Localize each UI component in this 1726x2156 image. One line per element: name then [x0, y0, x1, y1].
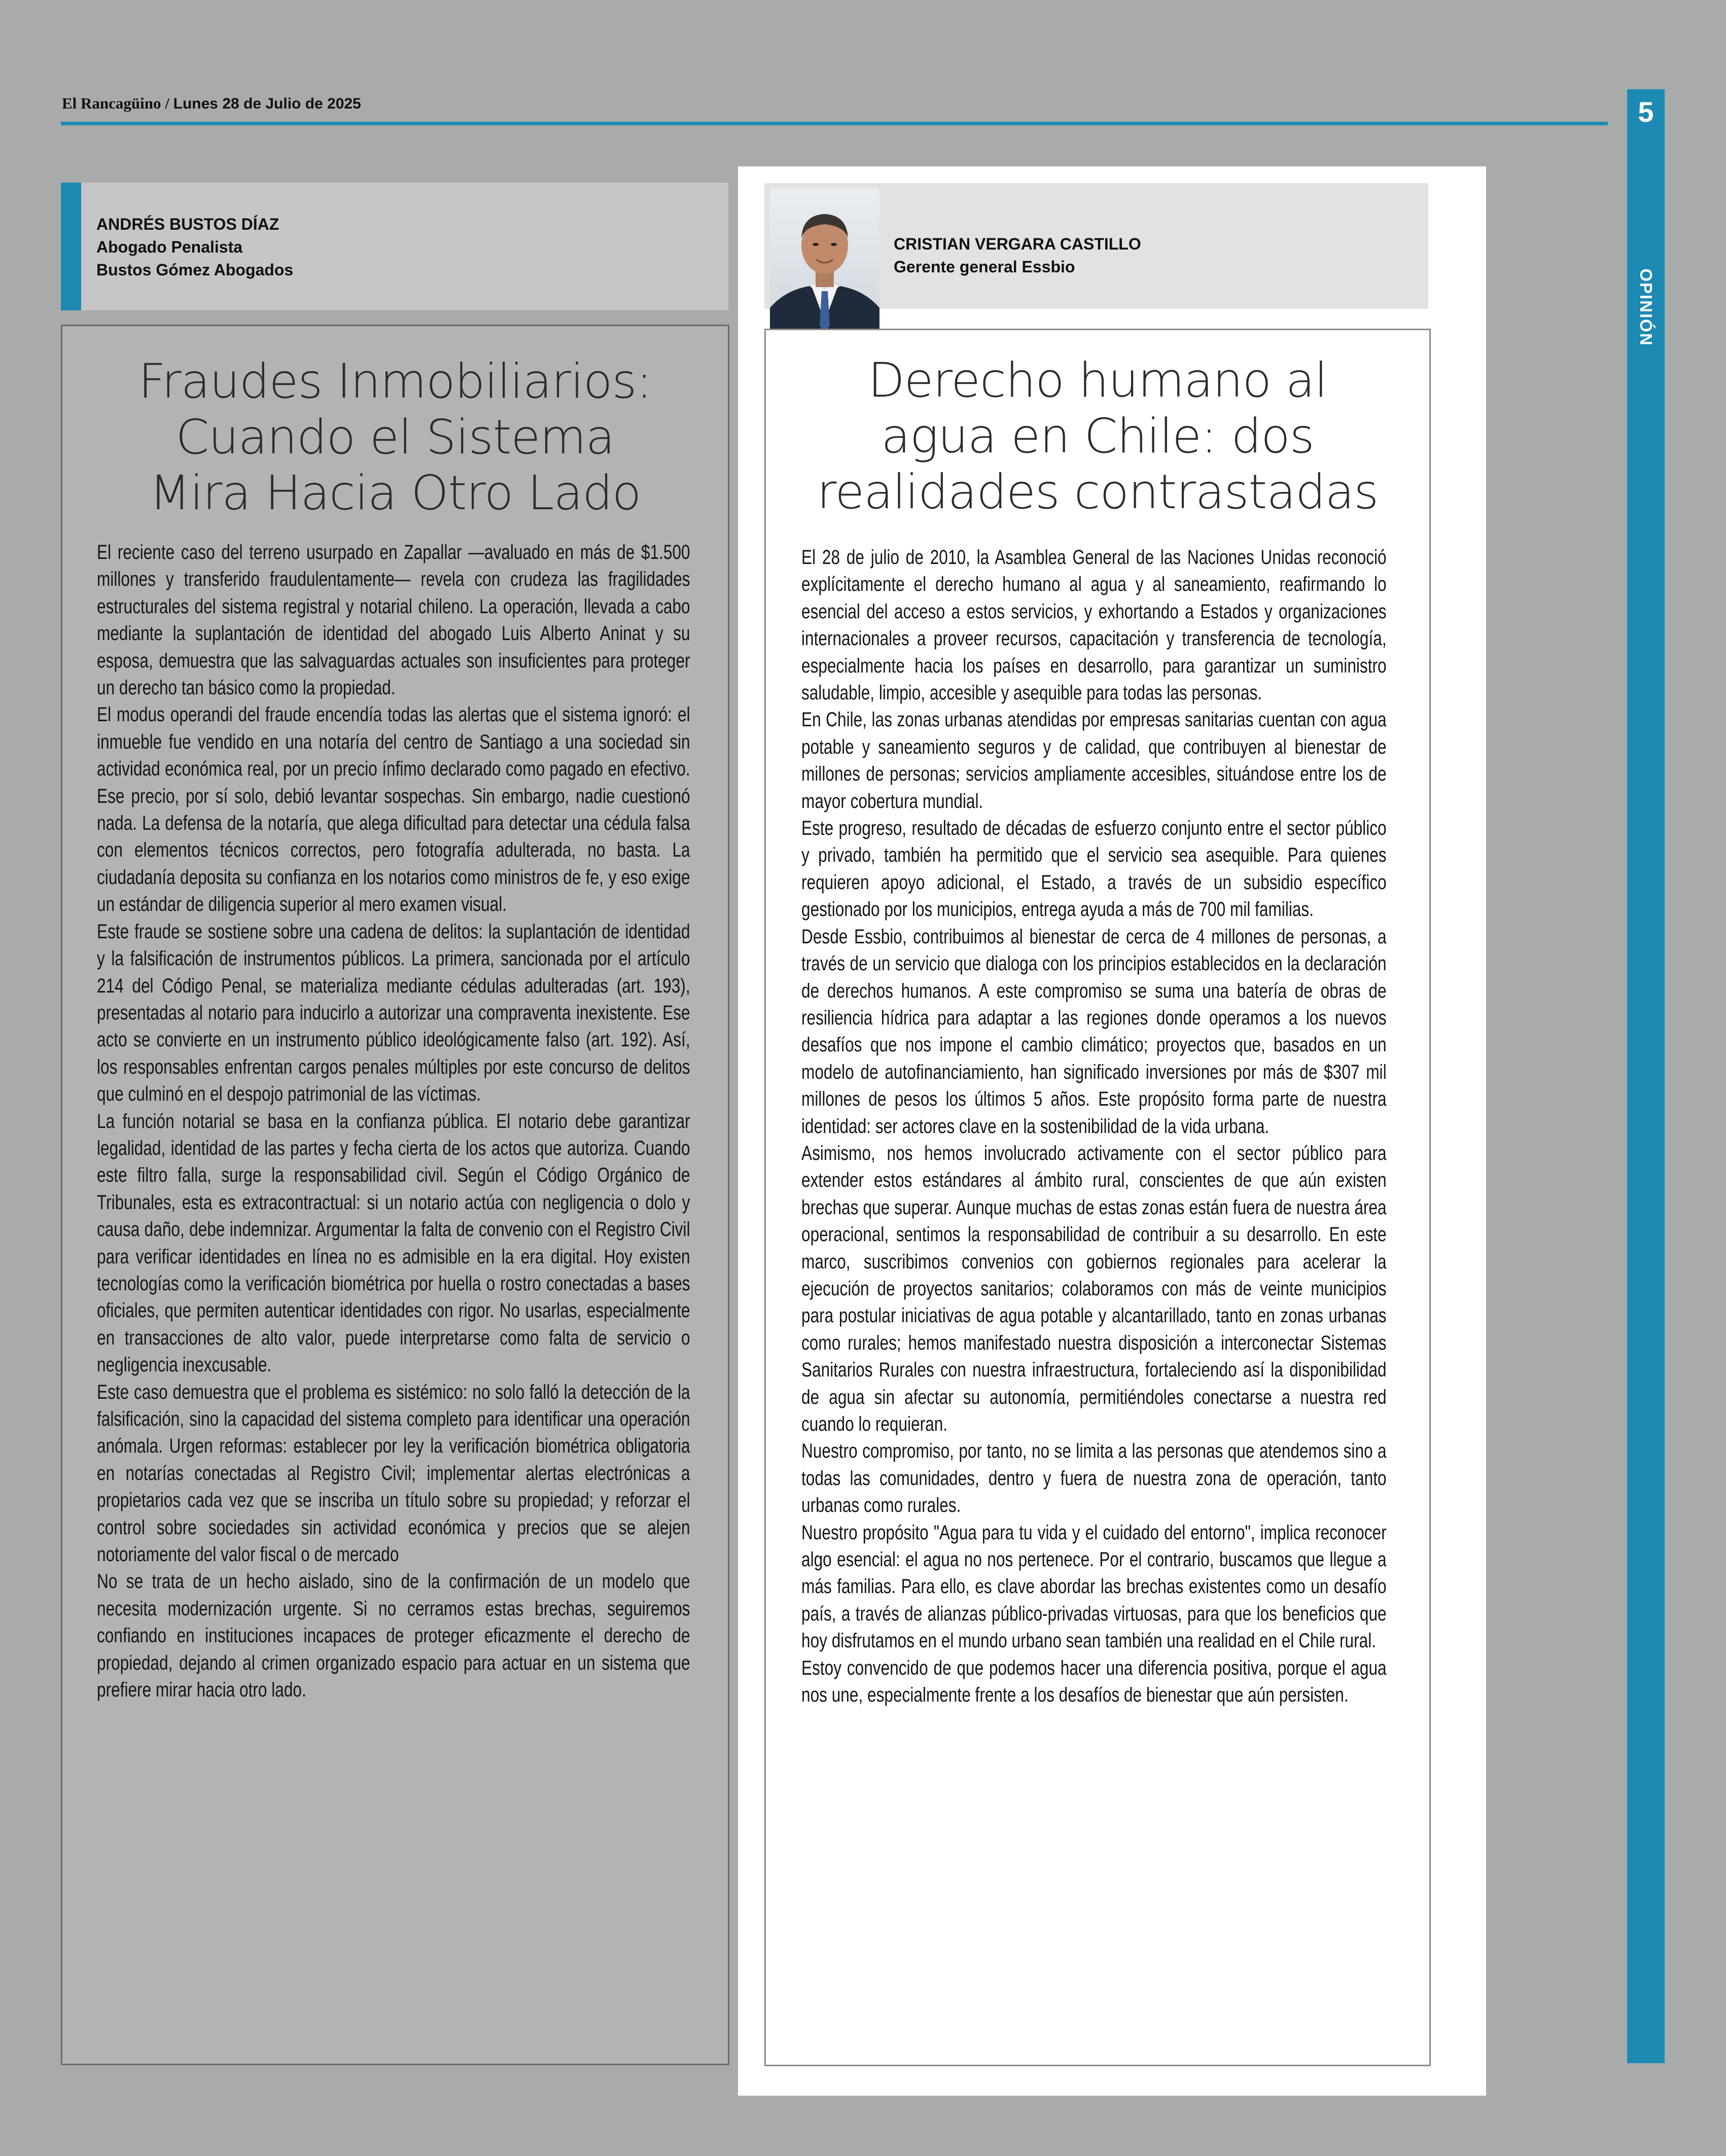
section-tab	[1627, 89, 1665, 2063]
paragraph: Este progreso, resultado de décadas de esfuerzo conjunto entre el sector público y privado, también ha permitido que el servicio sea asequible. Para quienes requieren apoyo adicional, el Estado, a través de un subsidio específico gestionado por los municipios, entrega ayuda a más de 700 mil familias.	[801, 817, 1387, 921]
paragraph: Asimismo, nos hemos involucrado activamente con el sector público para extender estos estándares al ámbito rural, conscientes de que aún existen brechas que superar. Aunque muchas de estas zonas están fuera de nuestra área operacional, sentimos la responsabilidad de contribuir a su desarrollo. En este marco, suscribimos convenios con gobiernos regionales para acelerar la ejecución de proyectos sanitarios; colaboramos con más de veinte municipios para postular iniciativas de agua potable y alcantarillado, tanto en zonas urbanas como rurales; hemos manifestado nuestra disposición a interconectar Sistemas Sanitarios Rurales con nuestra infraestructura, fortaleciendo así la disponibilidad de agua sin afectar su autonomía, permitiéndoles conectarse a nuestra red cuando lo requieran.	[801, 1142, 1387, 1435]
paragraph: En Chile, las zonas urbanas atendidas por empresas sanitarias cuentan con agua potable y saneamiento seguros y de calidad, que contribuyen al bienestar de millones de personas; servicios ampliamente accesibles, situándose entre los de mayor cobertura mundial.	[801, 709, 1387, 812]
publication-name: El Rancagüino /	[62, 94, 169, 112]
masthead	[62, 94, 361, 113]
right-headline-line: agua en Chile: dos	[881, 409, 1314, 464]
paragraph: Nuestro propósito "Agua para tu vida y el cuidado del entorno", implica reconocer algo esencial: el agua no nos pertenece. Por el contrario, buscamos que llegue a más familias. Para ello, es clave abordar las brechas existentes como un desafío país, a través de alianzas público-privadas virtuosas, para que los beneficios que hoy disfrutamos en el mundo urbano sean también una realidad en el Chile rural.	[801, 1521, 1387, 1652]
author-portrait-image	[770, 189, 879, 339]
left-article-body	[97, 539, 690, 1704]
paragraph: Nuestro compromiso, por tanto, no se limita a las personas que atendemos sino a todas las comunidades, dentro y fuera de nuestra zona de operación, tanto urbanas como rurales.	[801, 1440, 1387, 1517]
left-article	[61, 325, 729, 2065]
left-headline	[73, 354, 718, 521]
left-headline-line: Cuando el Sistema	[175, 410, 615, 465]
paragraph: Este caso demuestra que el problema es sistémico: no solo falló la detección de la falsificación, sino la capacidad del sistema completo para identificar una operación anómala. Urgen reformas: establecer por ley la verificación biométrica obligatoria en notarías conectadas al Registro Civil; implementar alertas electrónicas a propietarios cada vez que se inscriba un título sobre su propiedad; y reforzar el control sobre sociedades sin actividad económica y precios que se alejen notoriamente del valor fiscal o de mercado	[97, 1381, 690, 1566]
author-accent-bar	[61, 183, 81, 310]
left-headline-line: Mira Hacia Otro Lado	[149, 466, 641, 521]
right-headline-line: realidades contrastadas	[817, 465, 1379, 520]
paragraph: Estoy convencido de que podemos hacer una diferencia positiva, porque el agua nos une, especialmente frente a los desafíos de bienestar que aún persisten.	[801, 1656, 1387, 1707]
paragraph: Este fraude se sostiene sobre una cadena de delitos: la suplantación de identidad y la falsificación de instrumentos públicos. La primera, sancionada por el artículo 214 del Código Penal, se materializa mediante cédulas adulteradas (art. 193), presentadas al notario para inducirlo a autorizar una compraventa inexistente. Ese acto se convierte en un instrumento público ideológicamente falso (art. 192). Así, los responsables enfrentan cargos penales múltiples por este concurso de delitos que culminó en el despojo patrimonial de las víctimas.	[97, 920, 690, 1106]
paragraph: El reciente caso del terreno usurpado en Zapallar —avaluado en más de $1.500 millones y transferido fraudulentamente— revela con crudeza las fragilidades estructurales del sistema registral y notarial chileno. La operación, llevada a cabo mediante la suplantación de identidad del abogado Luis Alberto Aninat y su esposa, demuestra que las salvaguardas actuales son insuficientes para proteger un derecho tan básico como la propiedad.	[97, 541, 690, 699]
masthead-rule	[61, 122, 1608, 125]
paragraph: El 28 de julio de 2010, la Asamblea General de las Naciones Unidas reconoció explícitamente el derecho humano al agua y al saneamiento, reafirmando lo esencial del acceso a estos servicios, y exhortando a Estados y organizaciones internacionales a proveer recursos, capacitación y transferencia de tecnología, especialmente hacia los países en desarrollo, para garantizar un suministro saludable, limpio, accesible y asequible para todas las personas.	[801, 546, 1387, 704]
left-headline-line: Fraudes Inmobiliarios:	[138, 354, 652, 409]
right-author-name: CRISTIAN VERGARA CASTILLO	[894, 235, 1141, 253]
left-author-name: ANDRÉS BUSTOS DÍAZ	[96, 215, 279, 233]
right-headline	[776, 353, 1419, 520]
left-author-info	[96, 213, 293, 281]
left-author-role: Abogado Penalista	[96, 238, 243, 256]
right-article-body	[801, 544, 1387, 1709]
right-author-role: Gerente general Essbio	[894, 258, 1075, 276]
left-author-box	[61, 183, 728, 310]
right-author-info	[894, 233, 1141, 278]
left-author-org: Bustos Gómez Abogados	[96, 261, 294, 279]
author-portrait	[770, 189, 879, 339]
paragraph: El modus operandi del fraude encendía todas las alertas que el sistema ignoró: el inmueble fue vendido en una notaría del centro de Santiago a una sociedad sin actividad económica real, por un precio ínfimo declarado como pagado en efectivo. Ese precio, por sí solo, debió levantar sospechas. Sin embargo, nadie cuestionó nada. La defensa de la notaría, que alega dificultad para detectar una cédula falsa con elementos técnicos correctos, pero fotografía adulterada, no basta. La ciudadanía deposita su confianza en los notarios como ministros de fe, y eso exige un estándar de diligencia superior al mero examen visual.	[97, 703, 690, 916]
section-label: OPINIÓN	[1637, 268, 1655, 346]
right-article	[764, 329, 1431, 2066]
page-number: 5	[1638, 96, 1654, 128]
paragraph: No se trata de un hecho aislado, sino de la confirmación de un modelo que necesita modernización urgente. Si no cerramos estas brechas, seguiremos confiando en instituciones incapaces de proteger eficazmente el derecho de propiedad, dejando al crimen organizado espacio para actuar en un sistema que prefiere mirar hacia otro lado.	[97, 1570, 690, 1702]
publication-date: Lunes 28 de Julio de 2025	[173, 95, 361, 112]
paragraph: La función notarial se basa en la confianza pública. El notario debe garantizar legalidad, identidad de las partes y fecha cierta de los actos que autoriza. Cuando este filtro falla, surge la responsabilidad civil. Según el Código Orgánico de Tribunales, esta es extracontractual: si un notario actúa con negligencia o dolo y causa daño, debe indemnizar. Argumentar la falta de convenio con el Registro Civil para verificar identidades en línea no es admisible en la era digital. Hoy existen tecnologías como la verificación biométrica por huella o rostro conectadas a bases oficiales, que permiten autenticar identidades con rigor. No usarlas, especialmente en transacciones de alto valor, puede interpretarse como falta de servicio o negligencia inexcusable.	[97, 1110, 690, 1376]
paragraph: Desde Essbio, contribuimos al bienestar de cerca de 4 millones de personas, a través de un servicio que dialoga con los principios establecidos en la declaración de derechos humanos. A este compromiso se suma una batería de obras de resiliencia hídrica para adaptar a las regiones donde operamos a los nuevos desafíos que nos impone el cambio climático; proyectos que, basados en un modelo de autofinanciamiento, han significado inversiones por más de $307 mil millones de pesos los últimos 5 años. Este propósito forma parte de nuestra identidad: ser actores clave en la sostenibilidad de la vida urbana.	[801, 925, 1387, 1138]
right-headline-line: Derecho humano al	[868, 353, 1327, 408]
